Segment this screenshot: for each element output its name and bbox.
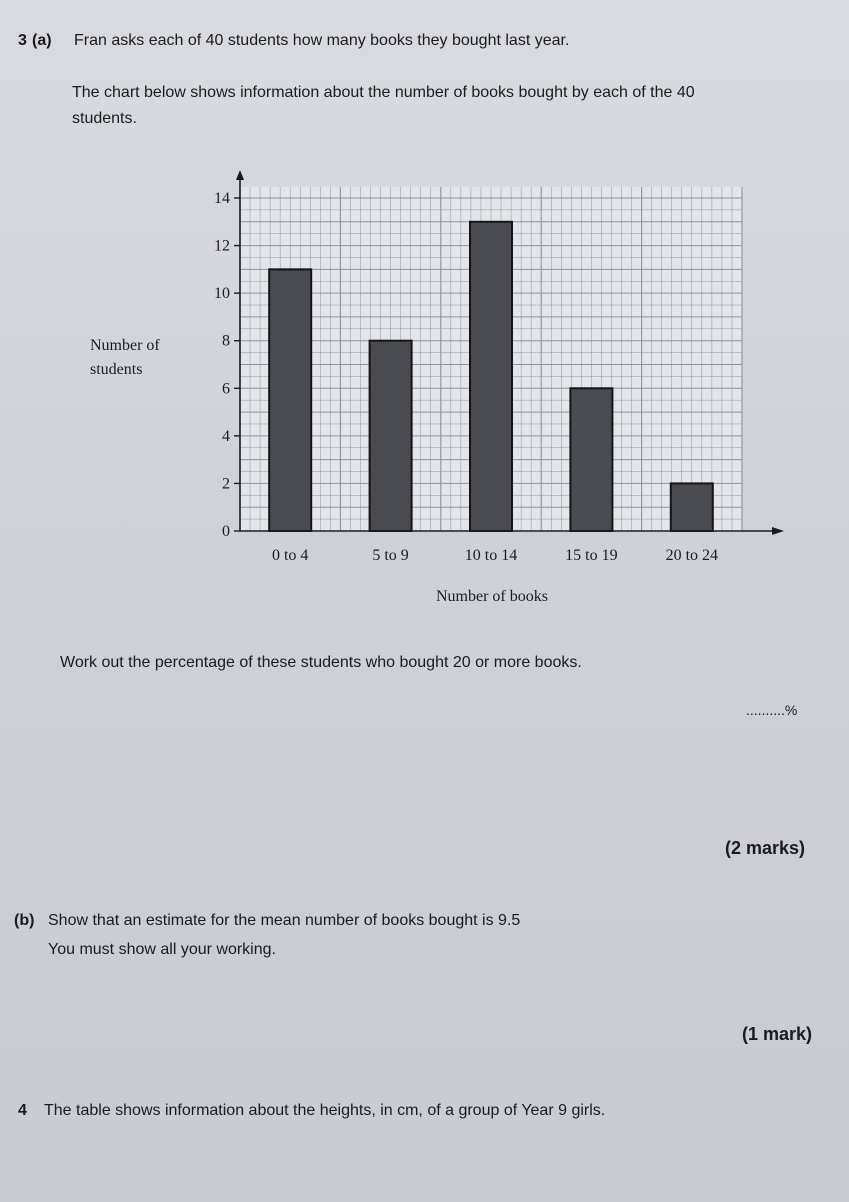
x-tick-label-0-to-4: 0 to 4 xyxy=(271,547,309,564)
x-tick-label-10-to-14: 10 to 14 xyxy=(464,547,518,564)
question-4-number: 4 xyxy=(18,1102,27,1119)
y-tick-label-10: 10 xyxy=(214,285,230,303)
answer-line[interactable] xyxy=(746,702,797,718)
task-instruction: Work out the percentage of these students who bought 20 or more books. xyxy=(60,654,582,671)
marks-part-b: (1 mark) xyxy=(742,1024,813,1044)
bar-0-to-4 xyxy=(269,269,311,531)
bar-10-to-14 xyxy=(470,222,512,531)
y-tick-label-12: 12 xyxy=(214,237,230,255)
question-4-text: The table shows information about the heights, in cm, of a group of Year 9 girls. xyxy=(44,1102,606,1119)
question-3-number: 3 xyxy=(18,32,27,49)
bar-5-to-9 xyxy=(370,341,412,531)
x-tick-label-15-to-19: 15 to 19 xyxy=(565,547,618,564)
bar-15-to-19 xyxy=(570,388,612,531)
bar-20-to-24 xyxy=(671,483,713,531)
x-tick-label-20-to-24: 20 to 24 xyxy=(665,547,719,564)
chart-description-line-2: students. xyxy=(72,110,137,127)
question-3-intro: Fran asks each of 40 students how many books they bought last year. xyxy=(74,32,570,49)
part-b-line-2: You must show all your working. xyxy=(48,941,276,958)
y-axis-label-line-2: students xyxy=(90,361,143,378)
part-a-label: (a) xyxy=(32,32,52,49)
y-tick-label-14: 14 xyxy=(214,190,230,207)
y-tick-label-0: 0 xyxy=(222,523,230,540)
y-axis-arrowhead xyxy=(236,170,244,180)
y-tick-label-4: 4 xyxy=(222,427,230,445)
x-axis-arrowhead xyxy=(772,527,784,535)
y-tick-label-2: 2 xyxy=(222,475,230,493)
answer-dots: .......... xyxy=(746,702,785,718)
chart-description-line-1: The chart below shows information about the number of books bought by each of the 40 xyxy=(72,84,695,101)
marks-part-a: (2 marks) xyxy=(725,838,806,858)
x-tick-label-5-to-9: 5 to 9 xyxy=(372,547,409,564)
x-axis-label: Number of books xyxy=(436,588,548,605)
part-b-line-1: Show that an estimate for the mean number of books bought is 9.5 xyxy=(48,912,521,929)
y-axis-label-line-1: Number of xyxy=(90,337,160,354)
y-tick-label-6: 6 xyxy=(222,380,230,398)
answer-unit: % xyxy=(784,702,798,718)
y-tick-label-8: 8 xyxy=(222,332,230,350)
part-b-label: (b) xyxy=(14,912,35,929)
